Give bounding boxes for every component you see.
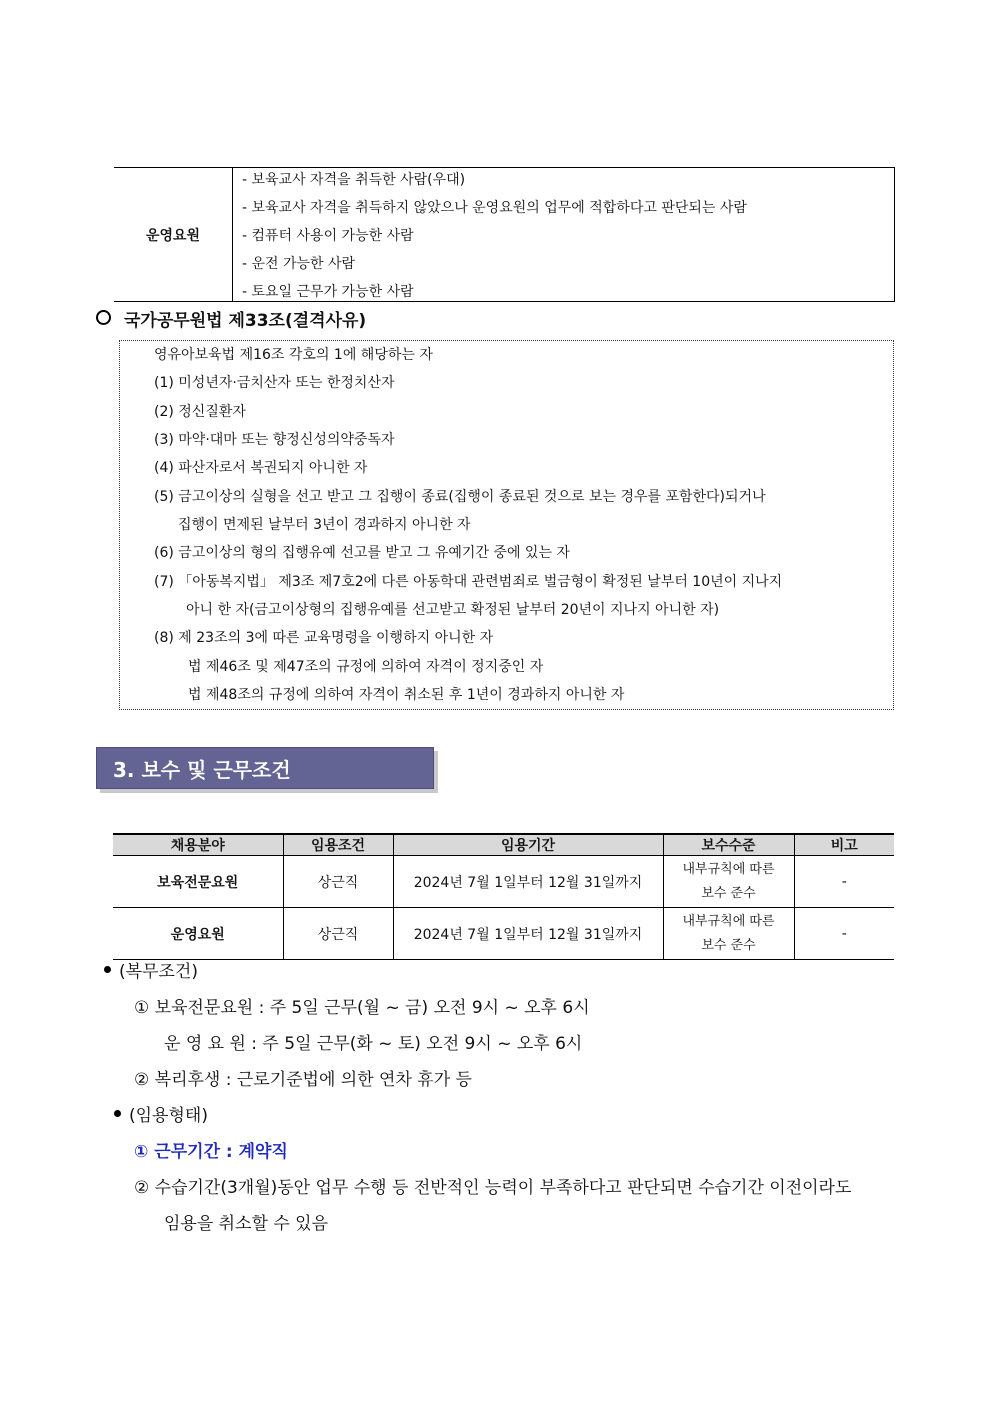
cell-field: 운영요원 [113, 908, 283, 960]
disqualification-item: (6) 금고이상의 형의 집행유예 선고를 받고 그 유예기간 중에 있는 자 [154, 545, 570, 561]
pay-line: 내부규칙에 따른 [682, 861, 775, 877]
disqualification-item-cont: 법 제48조의 규정에 의하여 자격이 취소된 후 1년이 경과하지 아니한 자 [188, 687, 625, 703]
disqualification-item: (1) 미성년자·금치산자 또는 한정치산자 [154, 375, 395, 391]
disqualification-item: (3) 마약·대마 또는 향정신성의약중독자 [154, 432, 395, 448]
law-heading-text: 국가공무원법 제33조(결격사유) [124, 311, 367, 331]
disqualification-intro: 영유아보육법 제16조 각호의 1에 해당하는 자 [154, 347, 433, 363]
bullet-icon [104, 966, 111, 973]
table-row [113, 908, 894, 960]
employment-title: (임용형태) [114, 1104, 208, 1128]
table-header-row [113, 834, 894, 856]
cell-note: - [794, 908, 894, 960]
service-item-cont: 운 영 요 원 : 주 5일 근무(화 ~ 토) 오전 9시 ~ 오후 6시 [164, 1034, 583, 1054]
disqualification-item: (7) 「아동복지법」 제3조 제7호2에 다른 아동학대 관련범죄로 벌금형이 확정된 날부터 10년이 지나지 [154, 574, 783, 590]
disqualification-item: (4) 파산자로서 복권되지 아니한 자 [154, 460, 368, 476]
cell-period: 2024년 7월 1일부터 12월 31일까지 [393, 856, 663, 908]
pay-line: 내부규칙에 따른 [682, 913, 775, 929]
employment-item-cont: 임용을 취소할 수 있음 [164, 1214, 329, 1234]
cell-pay [663, 908, 794, 960]
requirement-line: - 보육교사 자격을 취득한 사람(우대) [242, 172, 466, 188]
cell-pay [663, 856, 794, 908]
header-note: 비고 [794, 834, 894, 856]
table-row [113, 856, 894, 908]
section-title: 3. 보수 및 근무조건 [113, 757, 291, 782]
requirement-line: - 토요일 근무가 가능한 사람 [242, 284, 414, 300]
header-field: 채용분야 [113, 834, 283, 856]
requirements-table [114, 167, 895, 302]
pay-table [113, 833, 894, 960]
requirement-line: - 운전 가능한 사람 [242, 256, 356, 272]
circle-bullet-icon [96, 310, 111, 325]
cell-period: 2024년 7월 1일부터 12월 31일까지 [393, 908, 663, 960]
requirement-line: - 보육교사 자격을 취득하지 않았으나 운영요원의 업무에 적합하다고 판단되는 사람 [242, 200, 747, 216]
disqualification-item: (2) 정신질환자 [154, 404, 246, 420]
service-item: ① 보육전문요원 : 주 5일 근무(월 ~ 금) 오전 9시 ~ 오후 6시 [134, 998, 590, 1018]
requirements-label: 운영요원 [114, 168, 233, 301]
pay-line: 보수 준수 [701, 885, 756, 901]
header-condition: 임용조건 [283, 834, 393, 856]
disqualification-item-cont: 법 제46조 및 제47조의 규정에 의하여 자격이 정지중인 자 [188, 659, 544, 675]
pay-line: 보수 준수 [701, 937, 756, 953]
header-pay: 보수수준 [663, 834, 794, 856]
disqualification-item: (5) 금고이상의 실형을 선고 받고 그 집행이 종료(집행이 종료된 것으로 보는 경우를 포함한다)되거나 [154, 489, 766, 505]
disqualification-item: (8) 제 23조의 3에 따른 교육명령을 이행하지 아니한 자 [154, 630, 494, 646]
employment-item: ② 수습기간(3개월)동안 업무 수행 등 전반적인 능력이 부족하다고 판단되면 수습기간 이전이라도 [134, 1178, 852, 1198]
cell-condition: 상근직 [283, 856, 393, 908]
cell-field: 보육전문요원 [113, 856, 283, 908]
requirement-line: - 컴퓨터 사용이 가능한 사람 [242, 228, 414, 244]
service-title: (복무조건) [104, 960, 198, 984]
cell-condition: 상근직 [283, 908, 393, 960]
service-item: ② 복리후생 : 근로기준법에 의한 연차 휴가 등 [134, 1070, 472, 1090]
disqualification-item-cont: 아니 한 자(금고이상형의 집행유예를 선고받고 확정된 날부터 20년이 지나지 아니한 자) [186, 602, 720, 618]
employment-item: ① 근무기간 : 계약직 [134, 1142, 288, 1162]
bullet-icon [114, 1110, 121, 1117]
section-banner [96, 747, 434, 789]
disqualification-item-cont: 집행이 면제된 날부터 3년이 경과하지 아니한 자 [178, 517, 471, 533]
cell-note: - [794, 856, 894, 908]
disqualification-box [119, 340, 894, 710]
header-period: 임용기간 [393, 834, 663, 856]
law-heading [96, 306, 366, 331]
